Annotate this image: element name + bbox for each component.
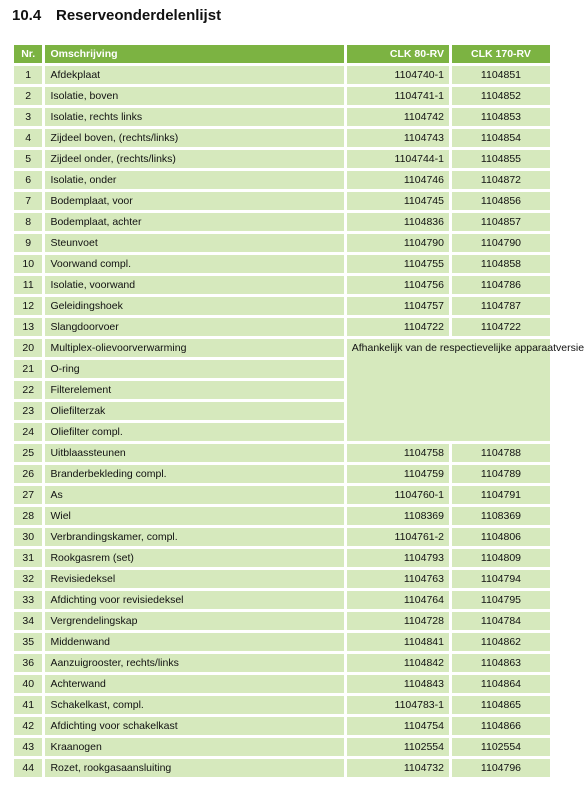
row-description: Oliefilter compl. xyxy=(45,423,343,441)
table-row xyxy=(14,759,550,777)
column-header-nr: Nr. xyxy=(14,45,42,63)
table-row xyxy=(14,696,550,714)
row-clk-80-rv: 1104728 xyxy=(347,612,449,630)
row-number: 31 xyxy=(14,549,42,567)
row-clk-170-rv: 1104858 xyxy=(452,255,550,273)
row-clk-170-rv: 1104791 xyxy=(452,486,550,504)
row-description: Bodemplaat, achter xyxy=(45,213,343,231)
row-number: 24 xyxy=(14,423,42,441)
row-description: Isolatie, voorwand xyxy=(45,276,343,294)
row-description: O-ring xyxy=(45,360,343,378)
row-clk-80-rv: 1104793 xyxy=(347,549,449,567)
row-number: 26 xyxy=(14,465,42,483)
table-header-row xyxy=(14,45,550,63)
row-clk-170-rv: 1102554 xyxy=(452,738,550,756)
table-body xyxy=(14,66,584,777)
row-clk-80-rv: 1104755 xyxy=(347,255,449,273)
table-row xyxy=(14,570,550,588)
row-number: 4 xyxy=(14,129,42,147)
table-row xyxy=(14,297,550,315)
table-row xyxy=(14,612,550,630)
section-number: 10.4 xyxy=(12,7,42,24)
row-number: 1 xyxy=(14,66,42,84)
row-clk-170-rv: 1104790 xyxy=(452,234,550,252)
row-description: Bodemplaat, voor xyxy=(45,192,343,210)
row-number: 25 xyxy=(14,444,42,462)
table-row xyxy=(14,255,550,273)
row-clk-80-rv: 1104761-2 xyxy=(347,528,449,546)
row-number: 43 xyxy=(14,738,42,756)
table-row xyxy=(14,192,550,210)
row-clk-80-rv: 1104843 xyxy=(347,675,449,693)
table-row xyxy=(14,87,550,105)
row-clk-80-rv: 1104783-1 xyxy=(347,696,449,714)
row-clk-170-rv: 1104856 xyxy=(452,192,550,210)
row-clk-170-rv: 1104806 xyxy=(452,528,550,546)
row-clk-170-rv: 1104862 xyxy=(452,633,550,651)
table-row xyxy=(14,276,550,294)
row-number: 42 xyxy=(14,717,42,735)
row-clk-170-rv: 1104794 xyxy=(452,570,550,588)
row-clk-80-rv: 1104740-1 xyxy=(347,66,449,84)
column-header-clk-80-rv: CLK 80-RV xyxy=(347,45,449,63)
row-clk-80-rv: 1108369 xyxy=(347,507,449,525)
table-row xyxy=(14,318,550,336)
section-title: Reserveonderdelenlijst xyxy=(56,7,222,24)
row-clk-170-rv: 1104854 xyxy=(452,129,550,147)
row-clk-80-rv: 1104756 xyxy=(347,276,449,294)
row-description: Zijdeel onder, (rechts/links) xyxy=(45,150,343,168)
column-header-omschrijving: Omschrijving xyxy=(45,45,343,63)
row-number: 20 xyxy=(14,339,42,357)
row-clk-170-rv: 1104852 xyxy=(452,87,550,105)
table-row xyxy=(14,465,550,483)
row-number: 44 xyxy=(14,759,42,777)
table-row xyxy=(14,507,550,525)
row-clk-170-rv: 1104851 xyxy=(452,66,550,84)
row-clk-170-rv: 1104787 xyxy=(452,297,550,315)
row-description: Afdichting voor schakelkast xyxy=(45,717,343,735)
row-clk-170-rv: 1104872 xyxy=(452,171,550,189)
row-description: Rookgasrem (set) xyxy=(45,549,343,567)
row-clk-170-rv: 1104863 xyxy=(452,654,550,672)
row-description: Rozet, rookgasaansluiting xyxy=(45,759,343,777)
row-description: Filterelement xyxy=(45,381,343,399)
table-row xyxy=(14,717,550,735)
row-description: Isolatie, onder xyxy=(45,171,343,189)
row-number: 35 xyxy=(14,633,42,651)
row-description: Vergrendelingskap xyxy=(45,612,343,630)
row-clk-80-rv: 1104732 xyxy=(347,759,449,777)
table-row xyxy=(14,675,550,693)
spare-parts-table xyxy=(11,42,584,780)
table-row xyxy=(14,213,550,231)
row-description: Isolatie, rechts links xyxy=(45,108,343,126)
row-number: 36 xyxy=(14,654,42,672)
row-description: Oliefilterzak xyxy=(45,402,343,420)
row-number: 32 xyxy=(14,570,42,588)
row-number: 33 xyxy=(14,591,42,609)
row-clk-170-rv: 1104853 xyxy=(452,108,550,126)
row-clk-80-rv: 1104760-1 xyxy=(347,486,449,504)
row-number: 41 xyxy=(14,696,42,714)
table-row xyxy=(14,591,550,609)
row-clk-80-rv: 1104746 xyxy=(347,171,449,189)
row-clk-170-rv: 1104857 xyxy=(452,213,550,231)
table-row xyxy=(14,633,550,651)
row-number: 12 xyxy=(14,297,42,315)
row-number: 8 xyxy=(14,213,42,231)
row-clk-80-rv: 1104836 xyxy=(347,213,449,231)
row-clk-170-rv: 1104865 xyxy=(452,696,550,714)
row-clk-80-rv: 1104744-1 xyxy=(347,150,449,168)
row-clk-80-rv: 1104757 xyxy=(347,297,449,315)
row-number: 13 xyxy=(14,318,42,336)
row-number: 23 xyxy=(14,402,42,420)
row-clk-80-rv: 1104743 xyxy=(347,129,449,147)
row-number: 9 xyxy=(14,234,42,252)
row-clk-170-rv: 1104866 xyxy=(452,717,550,735)
row-number: 7 xyxy=(14,192,42,210)
table-row xyxy=(14,129,550,147)
row-description: Slangdoorvoer xyxy=(45,318,343,336)
table-row xyxy=(14,66,550,84)
row-clk-80-rv: 1104842 xyxy=(347,654,449,672)
row-clk-170-rv: 1104789 xyxy=(452,465,550,483)
row-clk-170-rv: 1104788 xyxy=(452,444,550,462)
row-clk-80-rv: 1104722 xyxy=(347,318,449,336)
version-dependent-note: Afhankelijk van de respectievelijke apparaatversie xyxy=(347,339,550,441)
row-clk-80-rv: 1104758 xyxy=(347,444,449,462)
row-clk-80-rv: 1102554 xyxy=(347,738,449,756)
row-number: 28 xyxy=(14,507,42,525)
table-row xyxy=(14,654,550,672)
row-clk-170-rv: 1104722 xyxy=(452,318,550,336)
row-description: Steunvoet xyxy=(45,234,343,252)
row-description: Branderbekleding compl. xyxy=(45,465,343,483)
table-row xyxy=(14,234,550,252)
row-clk-80-rv: 1104745 xyxy=(347,192,449,210)
row-description: Achterwand xyxy=(45,675,343,693)
row-clk-170-rv: 1104784 xyxy=(452,612,550,630)
row-number: 2 xyxy=(14,87,42,105)
row-number: 11 xyxy=(14,276,42,294)
row-description: Wiel xyxy=(45,507,343,525)
row-clk-170-rv: 1108369 xyxy=(452,507,550,525)
table-row xyxy=(14,150,550,168)
row-number: 22 xyxy=(14,381,42,399)
row-description: Isolatie, boven xyxy=(45,87,343,105)
table-row xyxy=(14,339,550,357)
row-number: 21 xyxy=(14,360,42,378)
row-description: Zijdeel boven, (rechts/links) xyxy=(45,129,343,147)
row-clk-170-rv: 1104786 xyxy=(452,276,550,294)
row-description: Geleidingshoek xyxy=(45,297,343,315)
row-number: 5 xyxy=(14,150,42,168)
column-header-clk-170-rv: CLK 170-RV xyxy=(452,45,550,63)
row-description: As xyxy=(45,486,343,504)
row-description: Afdichting voor revisiedeksel xyxy=(45,591,343,609)
row-description: Schakelkast, compl. xyxy=(45,696,343,714)
row-number: 27 xyxy=(14,486,42,504)
row-number: 30 xyxy=(14,528,42,546)
row-clk-170-rv: 1104809 xyxy=(452,549,550,567)
row-description: Middenwand xyxy=(45,633,343,651)
table-row xyxy=(14,738,550,756)
row-number: 34 xyxy=(14,612,42,630)
table-row xyxy=(14,444,550,462)
section-heading xyxy=(12,7,221,24)
row-number: 10 xyxy=(14,255,42,273)
row-clk-80-rv: 1104841 xyxy=(347,633,449,651)
row-clk-80-rv: 1104742 xyxy=(347,108,449,126)
row-description: Aanzuigrooster, rechts/links xyxy=(45,654,343,672)
row-description: Verbrandingskamer, compl. xyxy=(45,528,343,546)
table-row xyxy=(14,486,550,504)
row-description: Afdekplaat xyxy=(45,66,343,84)
row-description: Kraanogen xyxy=(45,738,343,756)
row-clk-170-rv: 1104864 xyxy=(452,675,550,693)
row-clk-80-rv: 1104754 xyxy=(347,717,449,735)
row-description: Revisiedeksel xyxy=(45,570,343,588)
row-description: Uitblaassteunen xyxy=(45,444,343,462)
table-row xyxy=(14,528,550,546)
row-number: 6 xyxy=(14,171,42,189)
table-row xyxy=(14,549,550,567)
row-clk-80-rv: 1104763 xyxy=(347,570,449,588)
row-clk-80-rv: 1104759 xyxy=(347,465,449,483)
row-clk-170-rv: 1104795 xyxy=(452,591,550,609)
row-clk-170-rv: 1104855 xyxy=(452,150,550,168)
row-description: Voorwand compl. xyxy=(45,255,343,273)
row-number: 40 xyxy=(14,675,42,693)
row-clk-80-rv: 1104741-1 xyxy=(347,87,449,105)
row-clk-80-rv: 1104790 xyxy=(347,234,449,252)
row-clk-80-rv: 1104764 xyxy=(347,591,449,609)
row-clk-170-rv: 1104796 xyxy=(452,759,550,777)
table-row xyxy=(14,108,550,126)
row-description: Multiplex-olievoorverwarming xyxy=(45,339,343,357)
row-number: 3 xyxy=(14,108,42,126)
table-row xyxy=(14,171,550,189)
